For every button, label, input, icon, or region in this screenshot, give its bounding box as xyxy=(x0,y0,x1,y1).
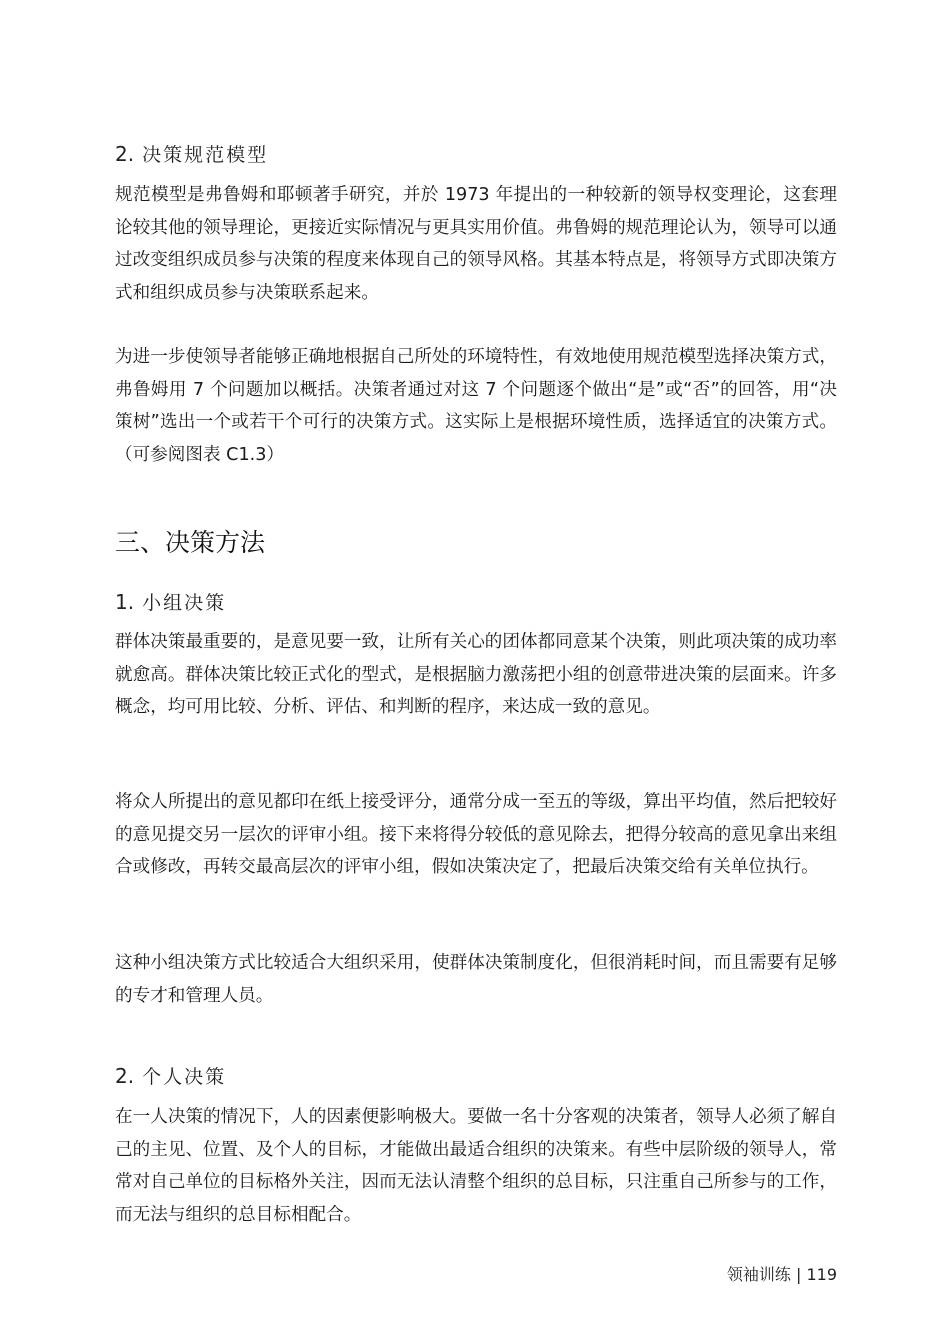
paragraph: 将众人所提出的意见都印在纸上接受评分，通常分成一至五的等级，算出平均值，然后把较好的意见提交另一层次的评审小组。接下来将得分较低的意见除去，把得分较高的意见拿出来组合或修改，再转交最高层次的评审小组，假如决策决定了，把最后决策交给有关单位执行。 xyxy=(115,792,837,878)
footer-book-title: 领袖训练 xyxy=(726,1265,791,1284)
page-footer xyxy=(727,1264,837,1286)
footer-separator: | xyxy=(795,1265,802,1284)
subheading-number: 2. xyxy=(115,142,135,166)
paragraph: 为进一步使领导者能够正确地根据自己所处的环境特性，有效地使用规范模型选择决策方式，弗鲁姆用 7 个问题加以概括。决策者通过对这 7 个问题逐个做出“是”或“否”的回答，用“决策树”选出一个或若干个可行的决策方式。这实际上是根据环境性质，选择适宜的决策方式。（可参阅图表 C1.3） xyxy=(115,347,837,465)
subheading-text: 个人决策 xyxy=(142,1066,227,1088)
page-number: 119 xyxy=(806,1265,837,1284)
paragraph: 在一人决策的情况下，人的因素便影响极大。要做一名十分客观的决策者，领导人必须了解自己的主见、位置、及个人的目标，才能做出最适合组织的决策来。有些中层阶级的领导人，常常对自己单位的目标格外关注，因而无法认清整个组织的总目标，只注重自己所参与的工作，而无法与组织的总目标相配合。 xyxy=(115,1107,837,1225)
section-title: 三、决策方法 xyxy=(115,528,266,557)
paragraph: 群体决策最重要的，是意见要一致，让所有关心的团体都同意某个决策，则此项决策的成功率就愈高。群体决策比较正式化的型式，是根据脑力激荡把小组的创意带进决策的层面来。许多概念，均可用比较、分析、评估、和判断的程序，来达成一致的意见。 xyxy=(115,632,837,718)
subheading-individual-decision xyxy=(115,1064,837,1089)
subheading-text: 小组决策 xyxy=(142,592,227,614)
subheading-text: 决策规范模型 xyxy=(142,144,269,166)
subheading-number: 2. xyxy=(115,1064,135,1088)
paragraph: 这种小组决策方式比较适合大组织采用，使群体决策制度化，但很消耗时间，而且需要有足够的专才和管理人员。 xyxy=(115,953,837,1006)
paragraph: 规范模型是弗鲁姆和耶顿著手研究，并於 1973 年提出的一种较新的领导权变理论，这套理论较其他的领导理论，更接近实际情况与更具实用价值。弗鲁姆的规范理论认为，领导可以通过改变组织成员参与决策的程度来体现自己的领导风格。其基本特点是，将领导方式即决策方式和组织成员参与决策联系起来。 xyxy=(115,185,837,303)
subheading-normative-model xyxy=(115,142,837,167)
subheading-group-decision xyxy=(115,590,837,615)
subheading-number: 1. xyxy=(115,590,135,614)
